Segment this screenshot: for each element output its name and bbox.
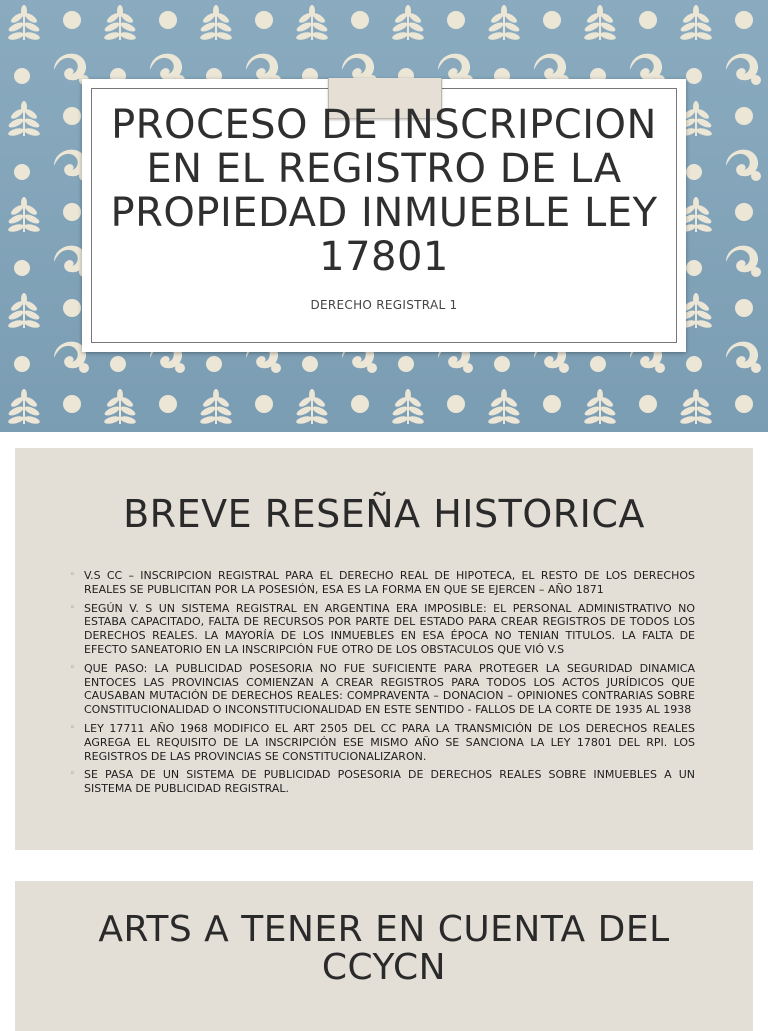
articles-slide bbox=[15, 881, 753, 1031]
bullet-circle-icon: ◦ bbox=[70, 570, 76, 580]
history-heading: BREVE RESEÑA HISTORICA bbox=[123, 492, 645, 536]
history-bullet bbox=[70, 662, 695, 717]
history-bullet-text: SEGÚN V. S UN SISTEMA REGISTRAL EN ARGENTINA ERA IMPOSIBLE: EL PERSONAL ADMINISTRATIVO NO ESTABA CAPACITADO, FALTA DE RECURSOS POR PARTE DEL ESTADO PARA CREAR REGISTROS DE TODOS LOS DERECHOS REALES. LA MAYORÍA DE LOS INMUEBLES EN ESA ÉPOCA NO TENIAN TITULOS. LA FALTA DE EFECTO SANEATORIO EN LA INSCRIPCIÓN FUE OTRO DE LOS OBSTACULOS QUE VIÓ V.S bbox=[84, 601, 695, 656]
bullet-circle-icon: ◦ bbox=[70, 722, 76, 733]
history-bullet-text: V.S CC – INSCRIPCION REGISTRAL PARA EL DERECHO REAL DE HIPOTECA, EL RESTO DE LOS DERECHOS REALES SE PUBLICITAN POR LA POSESIÓN, ESA ES LA FORMA EN QUE SE EJERCEN – AÑO 1871 bbox=[84, 569, 695, 596]
history-slide bbox=[15, 448, 753, 850]
history-bullet-text: SE PASA DE UN SISTEMA DE PUBLICIDAD POSESORIA DE DERECHOS REALES SOBRE INMUEBLES A UN SISTEMA DE PUBLICIDAD REGISTRAL. bbox=[84, 768, 695, 796]
history-bullet-text: LEY 17711 AÑO 1968 MODIFICO EL ART 2505 DEL CC PARA LA TRANSMICIÓN DE LOS DERECHOS REALES AGREGA EL REQUISITO DE LA INSCRIPCIÓN ESE MISMO AÑO SE SANCIONA LA LEY 17801 DEL RPI. LOS REGISTROS DE LAS PROVINCIAS SE CONSTITUCIONALIZARON. bbox=[84, 721, 695, 763]
articles-heading: ARTS A TENER EN CUENTA DEL CCYCN bbox=[98, 909, 670, 988]
title-card bbox=[82, 79, 686, 352]
history-bullet bbox=[70, 569, 695, 597]
history-bullet-text: QUE PASO: LA PUBLICIDAD POSESORIA NO FUE SUFICIENTE PARA PROTEGER LA SEGURIDAD DINAMICA ENTOCES LAS PROVINCIAS COMIENZAN A CREAR REGISTROS PARA TODOS LOS ACTOS JURÍDICOS QUE CAUSABAN MUTACIÓN DE DERECHOS REALES: COMPRAVENTA – DONACION – OPINIONES CONTRARIAS SOBRE CONSTITUCIONALIDAD O INCONSTITUCIONALIDAD EN ESTE SENTIDO - FALLOS DE LA CORTE DE 1935 AL 1938 bbox=[84, 661, 695, 717]
bullet-circle-icon: ◦ bbox=[70, 602, 76, 613]
history-bullet bbox=[70, 722, 695, 763]
history-bullet bbox=[70, 768, 695, 796]
title-slide bbox=[0, 0, 768, 432]
history-bullet bbox=[70, 602, 695, 657]
bullet-circle-icon: ◦ bbox=[70, 662, 76, 673]
presentation-subtitle: DERECHO REGISTRAL 1 bbox=[310, 298, 458, 312]
presentation-title: PROCESO DE INSCRIPCION EN EL REGISTRO DE LA PROPIEDAD INMUEBLE LEY 17801 bbox=[110, 102, 658, 280]
bullet-circle-icon: ◦ bbox=[70, 769, 76, 780]
history-bullet-list bbox=[70, 569, 695, 801]
